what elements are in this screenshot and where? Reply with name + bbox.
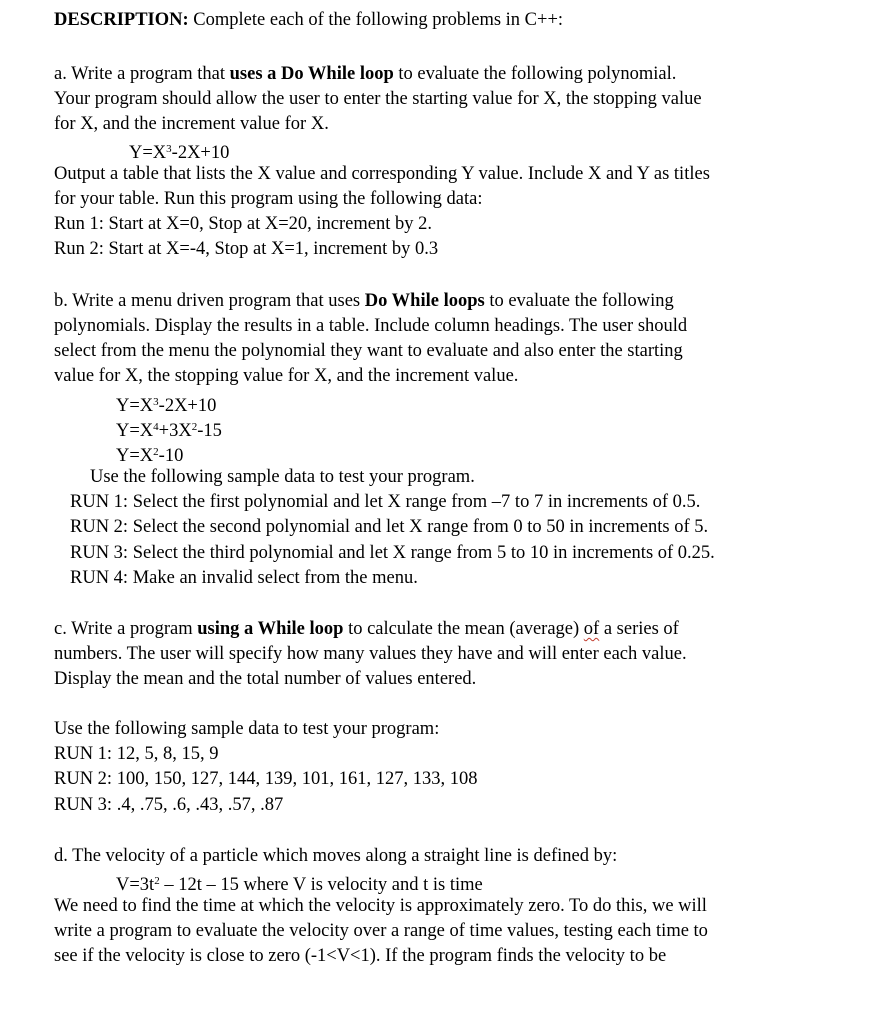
- equation-part: – 12t – 15 where V is velocity and t is time: [159, 875, 483, 895]
- part-a-line-4: Output a table that lists the X value and corresponding Y value. Include X and Y as titles: [54, 164, 710, 184]
- equation-part: V=3t: [116, 875, 155, 895]
- exponent: 4: [153, 421, 159, 433]
- part-c-run-1: RUN 1: 12, 5, 8, 15, 9: [54, 744, 219, 764]
- equation-part: -10: [158, 446, 184, 466]
- part-a-run-1: Run 1: Start at X=0, Stop at X=20, increment by 2.: [54, 214, 432, 234]
- part-a-text: a. Write a program that: [54, 64, 230, 84]
- part-b-line-4: value for X, the stopping value for X, and the increment value.: [54, 366, 519, 386]
- equation-part: Y=X: [116, 421, 154, 441]
- part-c-bold: using a While loop: [197, 619, 344, 639]
- equation-part: -2X+10: [158, 396, 217, 416]
- exponent: 3: [153, 396, 159, 408]
- part-b-line-1: [54, 289, 674, 314]
- equation-part: Y=X: [129, 143, 167, 163]
- part-b-run-2: RUN 2: Select the second polynomial and let X range from 0 to 50 in increments of 5.: [70, 517, 709, 537]
- part-d-line-3: write a program to evaluate the velocity over a range of time values, testing each time to: [54, 921, 708, 941]
- description-heading: [54, 8, 563, 33]
- part-a-line-3: for X, and the increment value for X.: [54, 114, 329, 134]
- part-a-run-2: Run 2: Start at X=-4, Stop at X=1, increment by 0.3: [54, 239, 439, 259]
- description-text: Complete each of the following problems in C++:: [188, 10, 564, 30]
- part-c-line-2: numbers. The user will specify how many values they have and will enter each value.: [54, 644, 687, 664]
- equation-part: -15: [197, 421, 222, 441]
- part-c-line-3: Display the mean and the total number of values entered.: [54, 669, 477, 689]
- part-a-text: to evaluate the following polynomial.: [393, 64, 677, 84]
- equation-part: +3X: [158, 421, 192, 441]
- part-b-sample-intro: Use the following sample data to test your program.: [90, 467, 475, 487]
- equation-part: Y=X: [116, 446, 154, 466]
- part-c-line-1: [54, 617, 679, 642]
- description-label: DESCRIPTION:: [54, 10, 189, 30]
- part-b-line-3: select from the menu the polynomial they want to evaluate and also enter the starting: [54, 341, 683, 361]
- part-b-line-2: polynomials. Display the results in a table. Include column headings. The user should: [54, 316, 688, 336]
- part-c-text: to calculate the mean (average): [343, 619, 584, 639]
- part-b-run-1: RUN 1: Select the first polynomial and let X range from –7 to 7 in increments of 0.5.: [70, 492, 701, 512]
- exponent: 2: [191, 421, 198, 433]
- spellcheck-flagged-word: of: [583, 619, 600, 639]
- part-a-line-1: [54, 62, 676, 87]
- part-b-bold: Do While loops: [364, 291, 485, 311]
- part-b-text: to evaluate the following: [484, 291, 674, 311]
- part-c-text: c. Write a program: [54, 619, 198, 639]
- part-d-line-2: We need to find the time at which the velocity is approximately zero. To do this, we will: [54, 896, 707, 916]
- part-a-bold: uses a Do While loop: [229, 64, 394, 84]
- part-b-text: b. Write a menu driven program that uses: [54, 291, 365, 311]
- part-c-text: a series of: [599, 619, 679, 639]
- part-c-sample-intro: Use the following sample data to test your program:: [54, 719, 440, 739]
- equation-part: Y=X: [116, 396, 154, 416]
- equation-part: -2X+10: [171, 143, 230, 163]
- exponent: 2: [153, 446, 159, 458]
- exponent: 3: [166, 143, 172, 155]
- part-d-line-1: d. The velocity of a particle which moves along a straight line is defined by:: [54, 846, 618, 866]
- part-b-run-3: RUN 3: Select the third polynomial and let X range from 5 to 10 in increments of 0.25.: [70, 543, 715, 563]
- part-c-run-2: RUN 2: 100, 150, 127, 144, 139, 101, 161, 127, 133, 108: [54, 769, 478, 789]
- part-a-line-5: for your table. Run this program using the following data:: [54, 189, 483, 209]
- part-b-run-4: RUN 4: Make an invalid select from the menu.: [70, 568, 418, 588]
- exponent: 2: [154, 875, 160, 887]
- part-d-line-4: see if the velocity is close to zero (-1<V<1). If the program finds the velocity to be: [54, 946, 667, 966]
- part-a-line-2: Your program should allow the user to enter the starting value for X, the stopping value: [54, 89, 702, 109]
- part-c-run-3: RUN 3: .4, .75, .6, .43, .57, .87: [54, 795, 284, 815]
